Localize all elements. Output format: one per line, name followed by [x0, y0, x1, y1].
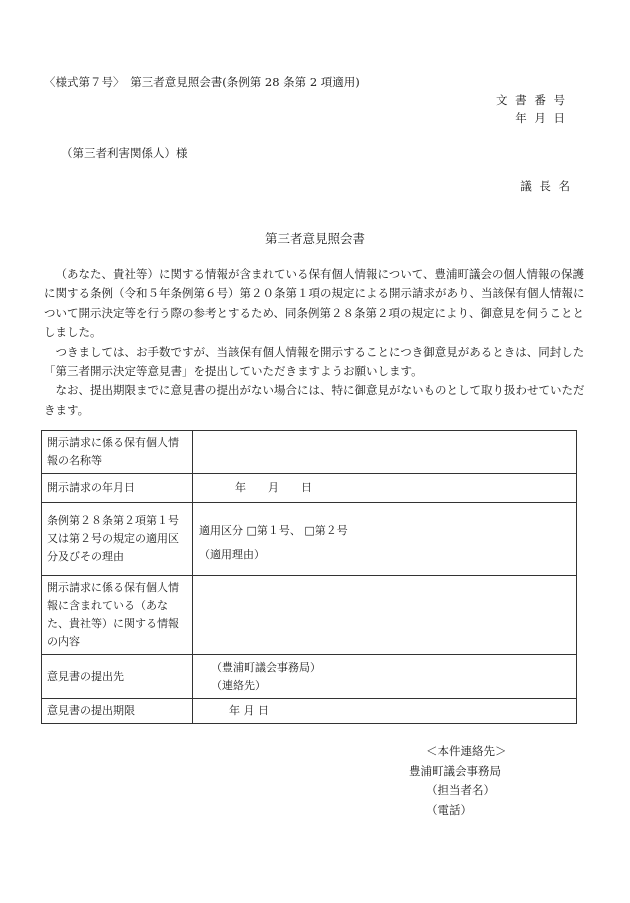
- form-identifier: 〈様式第７号〉 第三者意見照会書(条例第 28 条第 2 項適用): [44, 75, 360, 89]
- row-value-info-content: [193, 576, 577, 655]
- table-row: [42, 655, 577, 699]
- category-checkboxes: 適用区分 □第１号、 □第２号: [199, 524, 348, 537]
- row-label-submission-to: 意見書の提出先: [42, 655, 193, 699]
- submission-contact: （連絡先）: [211, 678, 266, 692]
- contact-phone: （電話）: [426, 802, 472, 817]
- table-row: [42, 431, 577, 474]
- row-label-request-date: 開示請求の年月日: [42, 474, 193, 503]
- body-paragraph-submission: つきましては、お手数ですが、当該保有個人情報を開示することにつき御意見があるときは、同封した「第三者開示決定等意見書」を提出していただきますようお願いします。: [44, 344, 585, 379]
- body-text: [44, 265, 589, 420]
- contact-heading: ＜本件連絡先＞: [426, 744, 507, 758]
- category-reason: （適用理由）: [199, 548, 265, 561]
- contact-block: [409, 742, 507, 820]
- submission-office: （豊浦町議会事務局）: [211, 660, 321, 674]
- row-value-info-name: [193, 431, 577, 474]
- table-row: [42, 503, 577, 576]
- table-row: [42, 474, 577, 503]
- row-value-request-date: 年 月 日: [193, 474, 577, 503]
- document-title: 第三者意見照会書: [264, 231, 365, 246]
- row-label-deadline: 意見書の提出期限: [42, 699, 193, 724]
- document-number: 文 書 番 号: [496, 93, 567, 107]
- sender-name: 議 長 名: [520, 179, 572, 193]
- row-value-submission-to: [193, 655, 577, 699]
- contact-person: （担当者名）: [426, 783, 495, 797]
- table-row: [42, 699, 577, 724]
- contact-office: 豊浦町議会事務局: [409, 763, 501, 778]
- body-paragraph-request: （あなた、貴社等）に関する情報が含まれている保有個人情報について、豊浦町議会の個人情報の保護に関する条例（令和５年条例第６号）第２０条第１項の規定による開示請求があり、当該保有個人情報について開示決定等を行う際の参考とするため、同条例第２８条第２項の規定により、御意見を伺うこととしました。: [44, 267, 585, 340]
- row-value-applicable-category: [193, 503, 577, 576]
- row-label-applicable-category: 条例第２８条第２項第１号又は第２号の規定の適用区分及びその理由: [42, 503, 193, 576]
- inquiry-table: [41, 430, 577, 724]
- table-row: [42, 576, 577, 655]
- row-label-info-name: 開示請求に係る保有個人情報の名称等: [42, 431, 193, 474]
- addressee: （第三者利害関係人）様: [61, 146, 188, 160]
- row-value-deadline: 年 月 日: [193, 699, 577, 724]
- body-paragraph-deadline: なお、提出期限までに意見書の提出がない場合には、特に御意見がないものとして取り扱わせていただきます。: [44, 383, 585, 417]
- document-date: 年 月 日: [515, 111, 567, 125]
- row-label-info-content: 開示請求に係る保有個人情報に含まれている（あなた、貴社等）に関する情報の内容: [42, 576, 193, 655]
